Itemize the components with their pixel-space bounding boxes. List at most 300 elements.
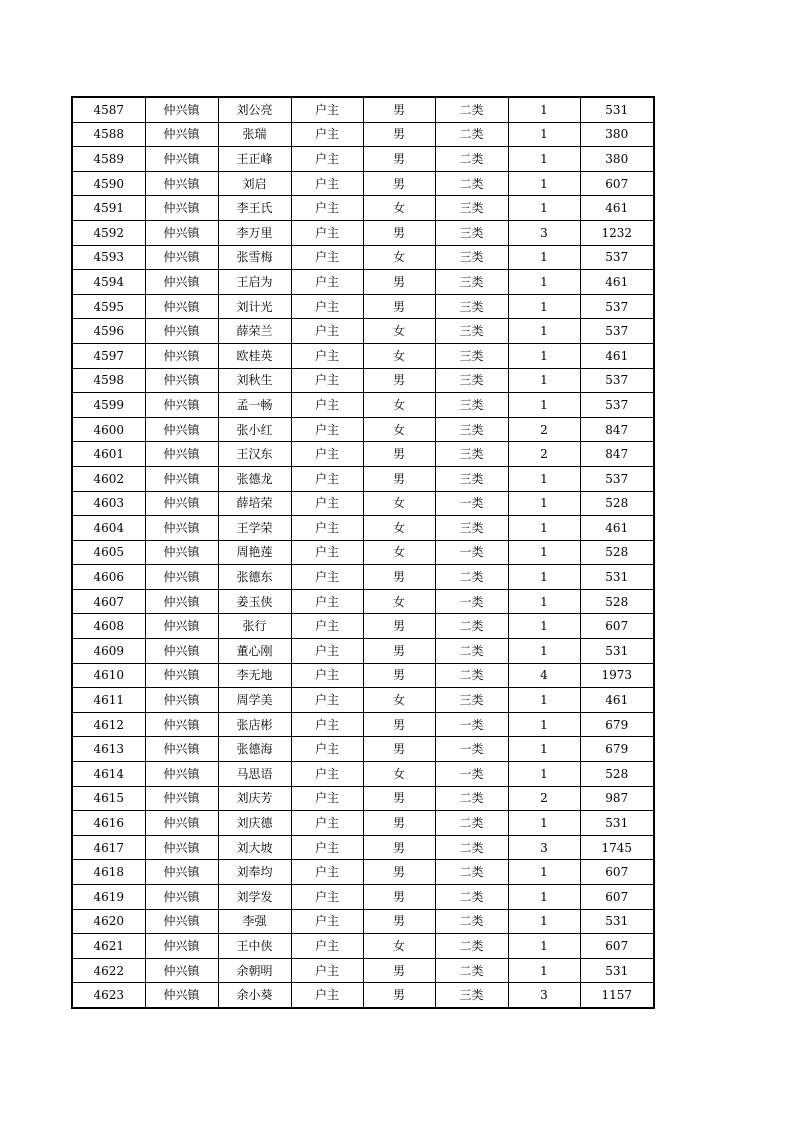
- town-cell: 仲兴镇: [145, 663, 218, 688]
- town-cell: 仲兴镇: [145, 97, 218, 122]
- gender-cell: 男: [363, 294, 435, 319]
- household-size-cell: 1: [508, 196, 580, 221]
- table-row: [72, 442, 654, 467]
- category-cell: 二类: [435, 934, 508, 959]
- name-cell: 王正峰: [218, 147, 291, 172]
- table-body: [72, 97, 654, 1008]
- name-cell: 欧桂英: [218, 343, 291, 368]
- gender-cell: 女: [363, 491, 435, 516]
- gender-cell: 女: [363, 417, 435, 442]
- amount-cell: 461: [580, 343, 654, 368]
- category-cell: 二类: [435, 614, 508, 639]
- record-number-cell: 4591: [72, 196, 145, 221]
- town-cell: 仲兴镇: [145, 417, 218, 442]
- table-row: [72, 811, 654, 836]
- table-row: [72, 762, 654, 787]
- relation-cell: 户主: [291, 393, 363, 418]
- category-cell: 一类: [435, 589, 508, 614]
- table-row: [72, 196, 654, 221]
- relation-cell: 户主: [291, 811, 363, 836]
- table-row: [72, 737, 654, 762]
- record-number-cell: 4607: [72, 589, 145, 614]
- amount-cell: 531: [580, 909, 654, 934]
- category-cell: 三类: [435, 270, 508, 295]
- category-cell: 二类: [435, 835, 508, 860]
- name-cell: 王汉东: [218, 442, 291, 467]
- amount-cell: 847: [580, 442, 654, 467]
- relation-cell: 户主: [291, 196, 363, 221]
- category-cell: 三类: [435, 196, 508, 221]
- record-number-cell: 4604: [72, 516, 145, 541]
- name-cell: 王中侠: [218, 934, 291, 959]
- table-row: [72, 417, 654, 442]
- name-cell: 王学荣: [218, 516, 291, 541]
- name-cell: 余朝明: [218, 958, 291, 983]
- amount-cell: 847: [580, 417, 654, 442]
- name-cell: 周学美: [218, 688, 291, 713]
- relation-cell: 户主: [291, 97, 363, 122]
- amount-cell: 380: [580, 147, 654, 172]
- relation-cell: 户主: [291, 762, 363, 787]
- category-cell: 一类: [435, 712, 508, 737]
- amount-cell: 528: [580, 540, 654, 565]
- gender-cell: 男: [363, 614, 435, 639]
- household-size-cell: 1: [508, 688, 580, 713]
- household-size-cell: 2: [508, 786, 580, 811]
- household-size-cell: 1: [508, 762, 580, 787]
- household-size-cell: 1: [508, 860, 580, 885]
- name-cell: 周艳莲: [218, 540, 291, 565]
- category-cell: 三类: [435, 393, 508, 418]
- record-number-cell: 4595: [72, 294, 145, 319]
- relation-cell: 户主: [291, 614, 363, 639]
- name-cell: 李王氏: [218, 196, 291, 221]
- town-cell: 仲兴镇: [145, 466, 218, 491]
- table-row: [72, 516, 654, 541]
- name-cell: 王启为: [218, 270, 291, 295]
- name-cell: 张德海: [218, 737, 291, 762]
- name-cell: 姜玉侠: [218, 589, 291, 614]
- gender-cell: 女: [363, 516, 435, 541]
- category-cell: 二类: [435, 147, 508, 172]
- gender-cell: 女: [363, 688, 435, 713]
- relation-cell: 户主: [291, 835, 363, 860]
- household-size-cell: 1: [508, 712, 580, 737]
- table-row: [72, 97, 654, 122]
- relation-cell: 户主: [291, 122, 363, 147]
- household-size-cell: 1: [508, 122, 580, 147]
- household-size-cell: 3: [508, 220, 580, 245]
- household-size-cell: 2: [508, 417, 580, 442]
- name-cell: 董心刚: [218, 639, 291, 664]
- relation-cell: 户主: [291, 220, 363, 245]
- town-cell: 仲兴镇: [145, 220, 218, 245]
- name-cell: 刘学发: [218, 885, 291, 910]
- gender-cell: 男: [363, 811, 435, 836]
- name-cell: 刘庆德: [218, 811, 291, 836]
- relation-cell: 户主: [291, 712, 363, 737]
- gender-cell: 男: [363, 565, 435, 590]
- gender-cell: 男: [363, 958, 435, 983]
- table-row: [72, 983, 654, 1008]
- relation-cell: 户主: [291, 885, 363, 910]
- name-cell: 张雪梅: [218, 245, 291, 270]
- town-cell: 仲兴镇: [145, 712, 218, 737]
- category-cell: 一类: [435, 540, 508, 565]
- record-number-cell: 4611: [72, 688, 145, 713]
- town-cell: 仲兴镇: [145, 171, 218, 196]
- record-number-cell: 4616: [72, 811, 145, 836]
- amount-cell: 461: [580, 516, 654, 541]
- amount-cell: 537: [580, 319, 654, 344]
- table-row: [72, 786, 654, 811]
- town-cell: 仲兴镇: [145, 614, 218, 639]
- household-size-cell: 2: [508, 442, 580, 467]
- record-number-cell: 4617: [72, 835, 145, 860]
- relation-cell: 户主: [291, 516, 363, 541]
- category-cell: 二类: [435, 909, 508, 934]
- gender-cell: 女: [363, 589, 435, 614]
- amount-cell: 531: [580, 97, 654, 122]
- relation-cell: 户主: [291, 860, 363, 885]
- relation-cell: 户主: [291, 589, 363, 614]
- table-row: [72, 319, 654, 344]
- category-cell: 三类: [435, 245, 508, 270]
- amount-cell: 531: [580, 639, 654, 664]
- record-number-cell: 4603: [72, 491, 145, 516]
- gender-cell: 男: [363, 663, 435, 688]
- household-size-cell: 1: [508, 319, 580, 344]
- name-cell: 李无地: [218, 663, 291, 688]
- relation-cell: 户主: [291, 270, 363, 295]
- relation-cell: 户主: [291, 147, 363, 172]
- record-number-cell: 4615: [72, 786, 145, 811]
- household-size-cell: 1: [508, 147, 580, 172]
- town-cell: 仲兴镇: [145, 368, 218, 393]
- household-size-cell: 1: [508, 97, 580, 122]
- amount-cell: 528: [580, 589, 654, 614]
- category-cell: 三类: [435, 220, 508, 245]
- town-cell: 仲兴镇: [145, 811, 218, 836]
- table-row: [72, 688, 654, 713]
- table-row: [72, 122, 654, 147]
- record-number-cell: 4592: [72, 220, 145, 245]
- gender-cell: 男: [363, 97, 435, 122]
- category-cell: 二类: [435, 565, 508, 590]
- household-size-cell: 1: [508, 589, 580, 614]
- town-cell: 仲兴镇: [145, 958, 218, 983]
- name-cell: 李万里: [218, 220, 291, 245]
- town-cell: 仲兴镇: [145, 343, 218, 368]
- relation-cell: 户主: [291, 737, 363, 762]
- record-number-cell: 4588: [72, 122, 145, 147]
- gender-cell: 男: [363, 737, 435, 762]
- record-number-cell: 4610: [72, 663, 145, 688]
- table-row: [72, 147, 654, 172]
- household-size-cell: 1: [508, 393, 580, 418]
- amount-cell: 607: [580, 885, 654, 910]
- town-cell: 仲兴镇: [145, 196, 218, 221]
- gender-cell: 女: [363, 934, 435, 959]
- household-size-cell: 1: [508, 171, 580, 196]
- table-row: [72, 294, 654, 319]
- amount-cell: 607: [580, 171, 654, 196]
- record-number-cell: 4600: [72, 417, 145, 442]
- amount-cell: 1157: [580, 983, 654, 1008]
- town-cell: 仲兴镇: [145, 909, 218, 934]
- category-cell: 一类: [435, 737, 508, 762]
- amount-cell: 531: [580, 958, 654, 983]
- record-number-cell: 4593: [72, 245, 145, 270]
- amount-cell: 537: [580, 466, 654, 491]
- relation-cell: 户主: [291, 565, 363, 590]
- table-row: [72, 885, 654, 910]
- household-size-cell: 4: [508, 663, 580, 688]
- category-cell: 二类: [435, 811, 508, 836]
- category-cell: 二类: [435, 786, 508, 811]
- household-size-cell: 1: [508, 368, 580, 393]
- table-row: [72, 220, 654, 245]
- amount-cell: 537: [580, 368, 654, 393]
- table-row: [72, 589, 654, 614]
- relation-cell: 户主: [291, 171, 363, 196]
- table-row: [72, 639, 654, 664]
- record-number-cell: 4602: [72, 466, 145, 491]
- name-cell: 张行: [218, 614, 291, 639]
- category-cell: 一类: [435, 762, 508, 787]
- table-row: [72, 835, 654, 860]
- record-number-cell: 4621: [72, 934, 145, 959]
- household-size-cell: 1: [508, 565, 580, 590]
- gender-cell: 女: [363, 319, 435, 344]
- household-table: [71, 96, 655, 1009]
- relation-cell: 户主: [291, 688, 363, 713]
- town-cell: 仲兴镇: [145, 442, 218, 467]
- relation-cell: 户主: [291, 417, 363, 442]
- town-cell: 仲兴镇: [145, 835, 218, 860]
- record-number-cell: 4620: [72, 909, 145, 934]
- name-cell: 李强: [218, 909, 291, 934]
- amount-cell: 607: [580, 614, 654, 639]
- amount-cell: 607: [580, 934, 654, 959]
- table-row: [72, 934, 654, 959]
- category-cell: 二类: [435, 97, 508, 122]
- category-cell: 三类: [435, 294, 508, 319]
- gender-cell: 男: [363, 442, 435, 467]
- table-row: [72, 712, 654, 737]
- gender-cell: 男: [363, 171, 435, 196]
- town-cell: 仲兴镇: [145, 737, 218, 762]
- category-cell: 三类: [435, 319, 508, 344]
- name-cell: 薛荣兰: [218, 319, 291, 344]
- household-size-cell: 1: [508, 614, 580, 639]
- name-cell: 刘计光: [218, 294, 291, 319]
- amount-cell: 1232: [580, 220, 654, 245]
- table-row: [72, 270, 654, 295]
- category-cell: 二类: [435, 639, 508, 664]
- table-row: [72, 171, 654, 196]
- gender-cell: 男: [363, 860, 435, 885]
- record-number-cell: 4594: [72, 270, 145, 295]
- gender-cell: 男: [363, 147, 435, 172]
- table-row: [72, 466, 654, 491]
- amount-cell: 461: [580, 196, 654, 221]
- record-number-cell: 4622: [72, 958, 145, 983]
- gender-cell: 女: [363, 196, 435, 221]
- record-number-cell: 4612: [72, 712, 145, 737]
- category-cell: 三类: [435, 417, 508, 442]
- record-number-cell: 4609: [72, 639, 145, 664]
- gender-cell: 男: [363, 270, 435, 295]
- relation-cell: 户主: [291, 491, 363, 516]
- table-row: [72, 958, 654, 983]
- table-row: [72, 540, 654, 565]
- relation-cell: 户主: [291, 983, 363, 1008]
- gender-cell: 男: [363, 712, 435, 737]
- relation-cell: 户主: [291, 245, 363, 270]
- record-number-cell: 4589: [72, 147, 145, 172]
- table-row: [72, 245, 654, 270]
- town-cell: 仲兴镇: [145, 688, 218, 713]
- household-size-cell: 1: [508, 639, 580, 664]
- name-cell: 张德东: [218, 565, 291, 590]
- gender-cell: 女: [363, 343, 435, 368]
- record-number-cell: 4623: [72, 983, 145, 1008]
- town-cell: 仲兴镇: [145, 860, 218, 885]
- amount-cell: 531: [580, 811, 654, 836]
- table-row: [72, 614, 654, 639]
- gender-cell: 女: [363, 245, 435, 270]
- relation-cell: 户主: [291, 343, 363, 368]
- amount-cell: 679: [580, 737, 654, 762]
- amount-cell: 1745: [580, 835, 654, 860]
- category-cell: 二类: [435, 860, 508, 885]
- amount-cell: 380: [580, 122, 654, 147]
- record-number-cell: 4587: [72, 97, 145, 122]
- name-cell: 刘大坡: [218, 835, 291, 860]
- name-cell: 张瑞: [218, 122, 291, 147]
- gender-cell: 男: [363, 466, 435, 491]
- name-cell: 刘秋生: [218, 368, 291, 393]
- household-size-cell: 1: [508, 491, 580, 516]
- household-size-cell: 1: [508, 466, 580, 491]
- name-cell: 孟一畅: [218, 393, 291, 418]
- town-cell: 仲兴镇: [145, 147, 218, 172]
- gender-cell: 男: [363, 983, 435, 1008]
- gender-cell: 男: [363, 885, 435, 910]
- gender-cell: 男: [363, 639, 435, 664]
- category-cell: 三类: [435, 688, 508, 713]
- household-size-cell: 1: [508, 540, 580, 565]
- table-row: [72, 565, 654, 590]
- name-cell: 刘奉均: [218, 860, 291, 885]
- town-cell: 仲兴镇: [145, 934, 218, 959]
- amount-cell: 537: [580, 245, 654, 270]
- town-cell: 仲兴镇: [145, 516, 218, 541]
- name-cell: 刘启: [218, 171, 291, 196]
- gender-cell: 男: [363, 220, 435, 245]
- town-cell: 仲兴镇: [145, 786, 218, 811]
- household-size-cell: 1: [508, 958, 580, 983]
- amount-cell: 537: [580, 393, 654, 418]
- town-cell: 仲兴镇: [145, 762, 218, 787]
- category-cell: 三类: [435, 516, 508, 541]
- gender-cell: 女: [363, 393, 435, 418]
- category-cell: 三类: [435, 442, 508, 467]
- relation-cell: 户主: [291, 786, 363, 811]
- relation-cell: 户主: [291, 934, 363, 959]
- category-cell: 三类: [435, 983, 508, 1008]
- amount-cell: 1973: [580, 663, 654, 688]
- gender-cell: 男: [363, 909, 435, 934]
- gender-cell: 男: [363, 122, 435, 147]
- gender-cell: 男: [363, 835, 435, 860]
- record-number-cell: 4598: [72, 368, 145, 393]
- household-size-cell: 1: [508, 294, 580, 319]
- gender-cell: 女: [363, 540, 435, 565]
- town-cell: 仲兴镇: [145, 294, 218, 319]
- amount-cell: 461: [580, 270, 654, 295]
- gender-cell: 男: [363, 786, 435, 811]
- town-cell: 仲兴镇: [145, 540, 218, 565]
- name-cell: 马思语: [218, 762, 291, 787]
- category-cell: 二类: [435, 885, 508, 910]
- town-cell: 仲兴镇: [145, 319, 218, 344]
- town-cell: 仲兴镇: [145, 122, 218, 147]
- town-cell: 仲兴镇: [145, 983, 218, 1008]
- household-size-cell: 3: [508, 983, 580, 1008]
- town-cell: 仲兴镇: [145, 270, 218, 295]
- table-row: [72, 393, 654, 418]
- household-size-cell: 1: [508, 909, 580, 934]
- relation-cell: 户主: [291, 442, 363, 467]
- record-number-cell: 4605: [72, 540, 145, 565]
- category-cell: 一类: [435, 491, 508, 516]
- amount-cell: 987: [580, 786, 654, 811]
- amount-cell: 537: [580, 294, 654, 319]
- town-cell: 仲兴镇: [145, 639, 218, 664]
- town-cell: 仲兴镇: [145, 589, 218, 614]
- amount-cell: 528: [580, 491, 654, 516]
- town-cell: 仲兴镇: [145, 245, 218, 270]
- record-number-cell: 4618: [72, 860, 145, 885]
- name-cell: 张店彬: [218, 712, 291, 737]
- household-size-cell: 1: [508, 516, 580, 541]
- record-number-cell: 4606: [72, 565, 145, 590]
- household-size-cell: 1: [508, 934, 580, 959]
- category-cell: 三类: [435, 343, 508, 368]
- household-size-cell: 1: [508, 245, 580, 270]
- name-cell: 张德龙: [218, 466, 291, 491]
- record-number-cell: 4596: [72, 319, 145, 344]
- table-row: [72, 343, 654, 368]
- household-size-cell: 1: [508, 270, 580, 295]
- relation-cell: 户主: [291, 909, 363, 934]
- household-size-cell: 1: [508, 885, 580, 910]
- town-cell: 仲兴镇: [145, 885, 218, 910]
- amount-cell: 607: [580, 860, 654, 885]
- relation-cell: 户主: [291, 466, 363, 491]
- record-number-cell: 4597: [72, 343, 145, 368]
- gender-cell: 女: [363, 762, 435, 787]
- record-number-cell: 4619: [72, 885, 145, 910]
- amount-cell: 679: [580, 712, 654, 737]
- amount-cell: 461: [580, 688, 654, 713]
- name-cell: 薛培荣: [218, 491, 291, 516]
- table-row: [72, 909, 654, 934]
- record-number-cell: 4608: [72, 614, 145, 639]
- category-cell: 二类: [435, 122, 508, 147]
